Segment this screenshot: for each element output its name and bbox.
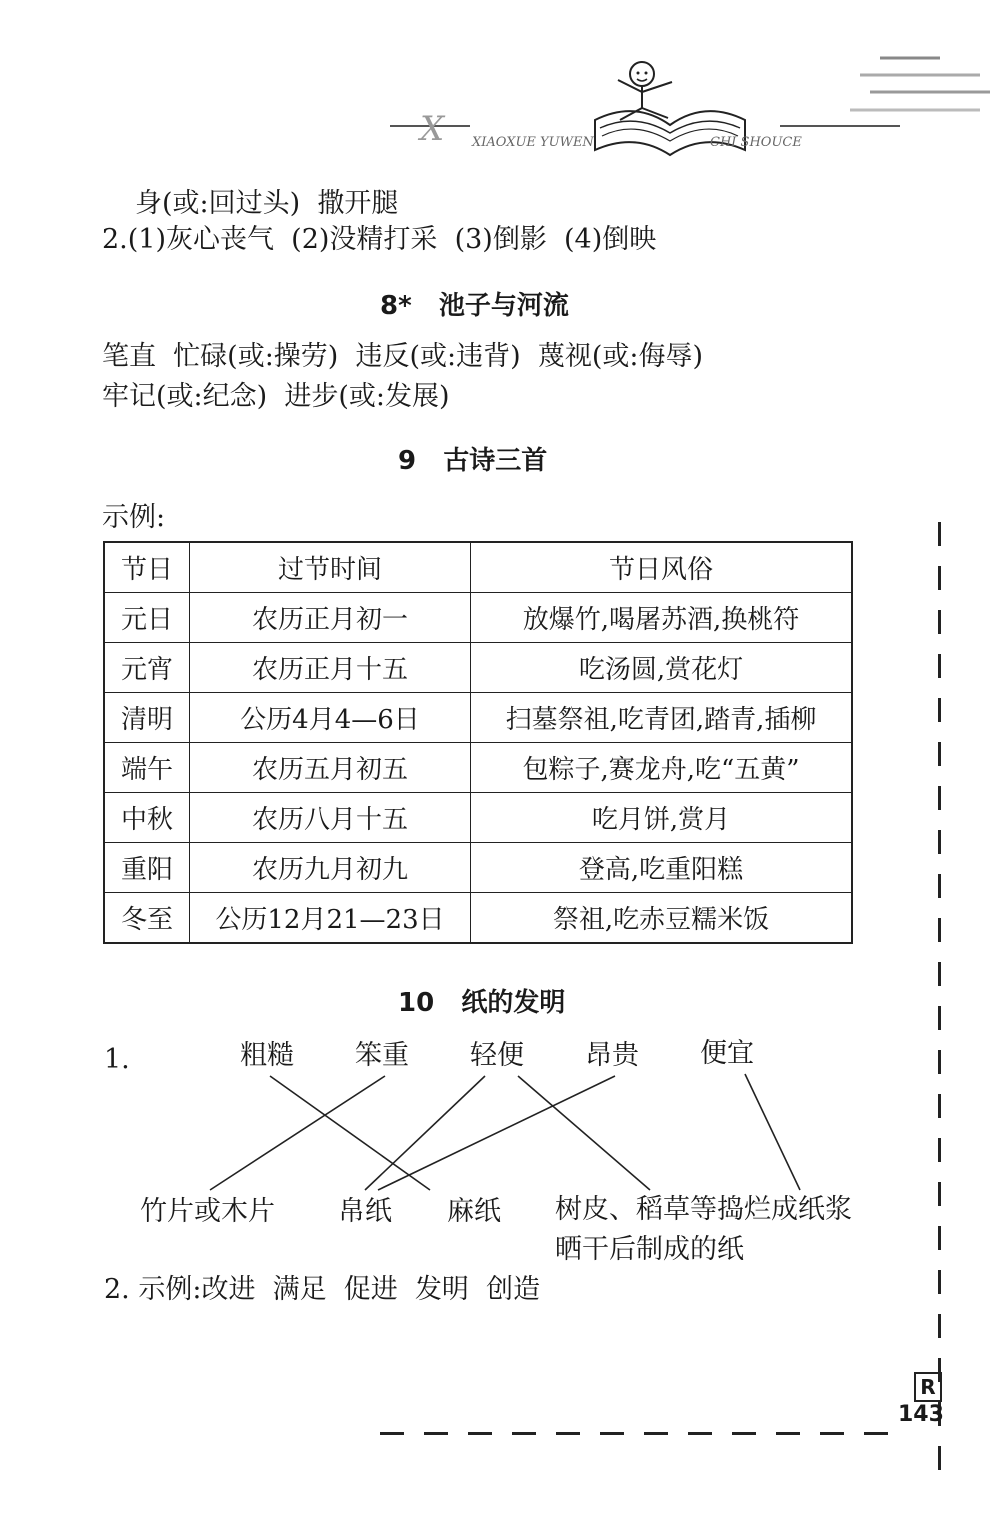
section-title: 10 纸的发明 bbox=[398, 988, 566, 1018]
page-number: 143 bbox=[898, 1402, 944, 1427]
match-word-top: 粗糙 bbox=[240, 1040, 294, 1071]
table-cell: 扫墓祭祖,吃青团,踏青,插柳 bbox=[471, 693, 853, 743]
corner-mark: R bbox=[914, 1372, 942, 1402]
table-cell: 公历4月4—6日 bbox=[190, 693, 471, 743]
match-word-top: 昂贵 bbox=[585, 1040, 639, 1071]
answer-line: 身(或:回过头) 撒开腿 bbox=[135, 188, 399, 219]
match-word-top: 便宜 bbox=[700, 1038, 754, 1069]
match-word-bottom: 晒干后制成的纸 bbox=[555, 1234, 744, 1265]
match-word-bottom: 竹片或木片 bbox=[140, 1196, 275, 1227]
match-word-bottom: 帛纸 bbox=[338, 1196, 392, 1227]
match-word-top: 笨重 bbox=[355, 1040, 409, 1071]
match-line bbox=[518, 1076, 650, 1190]
svg-text:XIAOXUE YUWEN: XIAOXUE YUWEN bbox=[472, 135, 594, 150]
table-cell: 吃汤圆,赏花灯 bbox=[471, 643, 853, 693]
match-line bbox=[378, 1076, 615, 1190]
table-cell: 清明 bbox=[104, 693, 190, 743]
answer-line: 笔直 忙碌(或:操劳) 违反(或:违背) 蔑视(或:侮辱) bbox=[102, 341, 703, 372]
table-cell: 放爆竹,喝屠苏酒,换桃符 bbox=[471, 593, 853, 643]
section-title: 9 古诗三首 bbox=[398, 446, 548, 476]
answer-line: 牢记(或:纪念) 进步(或:发展) bbox=[102, 381, 450, 412]
table-cell: 端午 bbox=[104, 743, 190, 793]
section-title: 8* 池子与河流 bbox=[380, 291, 569, 321]
table-header-cell: 节日 bbox=[104, 542, 190, 593]
match-line bbox=[365, 1076, 485, 1190]
table-cell: 重阳 bbox=[104, 843, 190, 893]
answer-line: 2. 示例:改进 满足 促进 发明 创造 bbox=[104, 1274, 541, 1305]
table-cell: 农历九月初九 bbox=[190, 843, 471, 893]
table-header-cell: 节日风俗 bbox=[471, 542, 853, 593]
answer-line: 2.(1)灰心丧气 (2)没精打采 (3)倒影 (4)倒映 bbox=[102, 224, 657, 255]
table-header-cell: 过节时间 bbox=[190, 542, 471, 593]
question-number: 1. bbox=[104, 1044, 130, 1075]
match-line bbox=[745, 1074, 800, 1190]
table-cell: 公历12月21—23日 bbox=[190, 893, 471, 944]
match-word-bottom: 树皮、稻草等捣烂成纸浆 bbox=[555, 1194, 852, 1225]
table-cell: 吃月饼,赏月 bbox=[471, 793, 853, 843]
match-word-bottom: 麻纸 bbox=[447, 1196, 501, 1227]
match-line bbox=[270, 1076, 430, 1190]
table-cell: 农历正月初一 bbox=[190, 593, 471, 643]
example-label: 示例: bbox=[102, 502, 166, 533]
table-cell: 元宵 bbox=[104, 643, 190, 693]
match-line bbox=[210, 1076, 385, 1190]
table-cell: 农历正月十五 bbox=[190, 643, 471, 693]
svg-text:CHI SHOUCE: CHI SHOUCE bbox=[710, 135, 802, 150]
table-cell: 冬至 bbox=[104, 893, 190, 944]
table-cell: 登高,吃重阳糕 bbox=[471, 843, 853, 893]
table-cell: 中秋 bbox=[104, 793, 190, 843]
table-cell: 农历八月十五 bbox=[190, 793, 471, 843]
table-cell: 元日 bbox=[104, 593, 190, 643]
table-cell: 农历五月初五 bbox=[190, 743, 471, 793]
table-cell: 祭祖,吃赤豆糯米饭 bbox=[471, 893, 853, 944]
table-cell: 包粽子,赛龙舟,吃“五黄” bbox=[471, 743, 853, 793]
match-word-top: 轻便 bbox=[470, 1040, 524, 1071]
svg-text:X: X bbox=[420, 109, 445, 149]
